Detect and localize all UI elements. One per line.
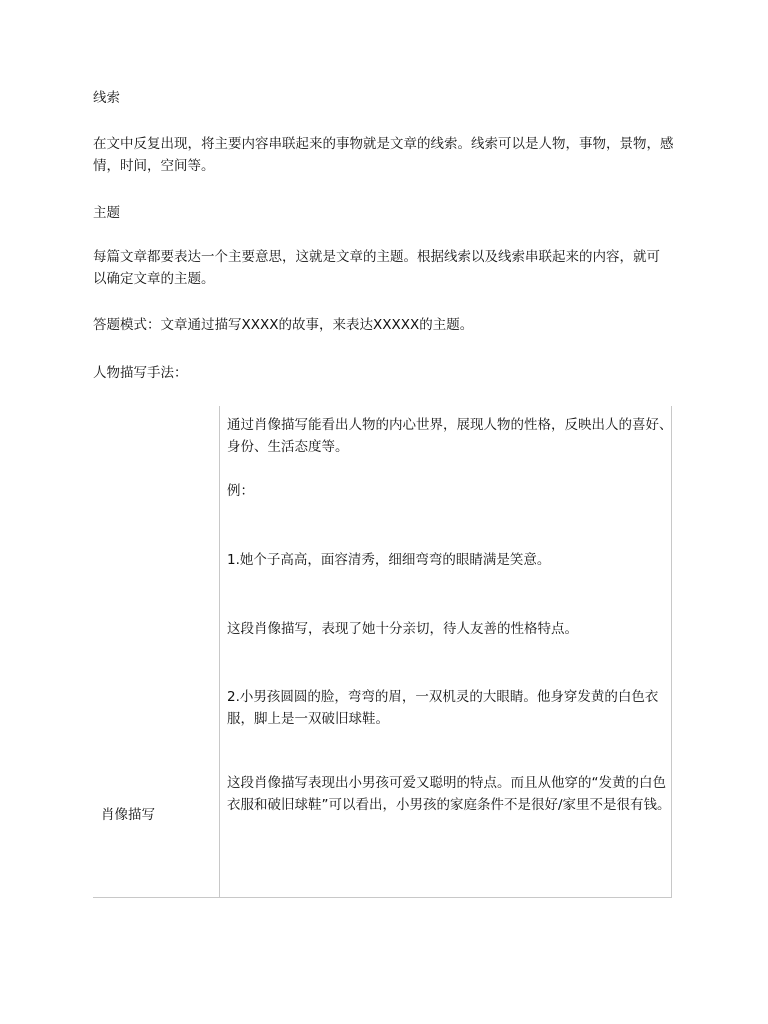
example-one-analysis: 这段肖像描写，表现了她十分亲切，待人友善的性格特点。: [227, 621, 578, 637]
clue-heading: 线索: [93, 90, 120, 106]
clue-definition: 在文中反复出现，将主要内容串联起来的事物就是文章的线索。线索可以是人物，事物，景物，感情，时间，空间等。: [93, 136, 674, 174]
example-two-analysis: 这段肖像描写表现出小男孩可爱又聪明的特点。而且从他穿的“发黄的白色衣服和破旧球鞋”可以看出，小男孩的家庭条件不是很好/家里不是很有钱。: [227, 775, 671, 813]
example-one: 1.她个子高高，面容清秀，细细弯弯的眼睛满是笑意。: [227, 552, 551, 568]
theme-definition: 每篇文章都要表达一个主要意思，这就是文章的主题。根据线索以及线索串联起来的内容，就可以确定文章的主题。: [93, 249, 660, 287]
example-two: 2.小男孩圆圆的脸，弯弯的眉，一双机灵的大眼睛。他身穿发黄的白色衣服，脚上是一双破旧球鞋。: [227, 689, 659, 727]
portrait-definition: 通过肖像描写能看出人物的内心世界，展现人物的性格，反映出人的喜好、身份、生活态度等。: [227, 417, 673, 455]
theme-heading: 主题: [93, 205, 120, 221]
row-label: 肖像描写: [101, 807, 155, 823]
portrait-description-table: [93, 406, 672, 898]
row-content-cell: [220, 406, 672, 898]
example-label: 例：: [227, 483, 254, 499]
table-row: [93, 406, 672, 898]
row-label-cell: [93, 406, 220, 898]
character-description-heading: 人物描写手法：: [93, 365, 188, 381]
answer-pattern: 答题模式：文章通过描写XXXX的故事，来表达XXXXX的主题。: [93, 317, 474, 333]
